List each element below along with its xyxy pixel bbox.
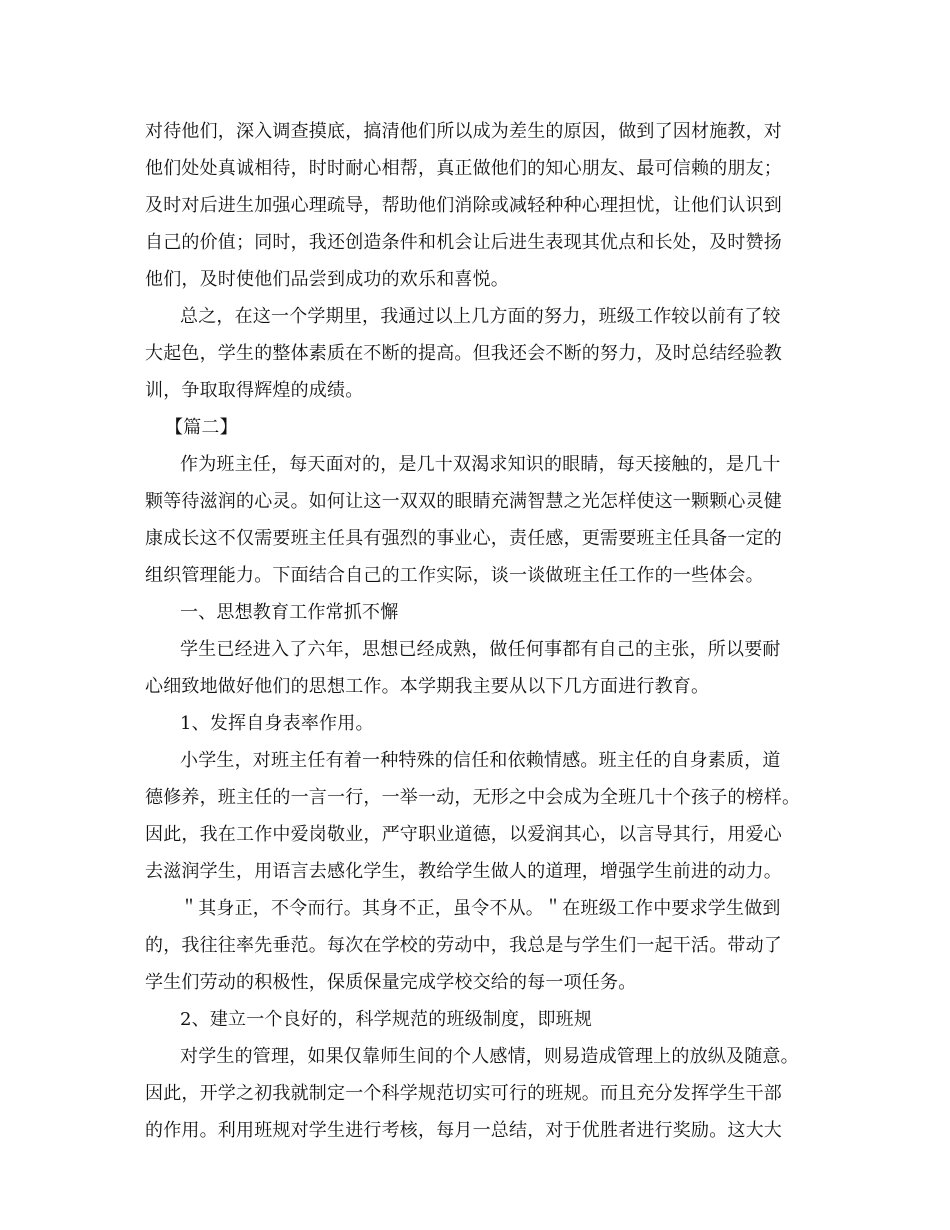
paragraph-line: 自己的价值；同时，我还创造条件和机会让后进生表现其优点和长处，及时赞扬 (145, 232, 782, 253)
paragraph-line: 对学生的管理，如果仅靠师生间的个人感情，则易造成管理上的放纵及随意。 (180, 1046, 799, 1067)
paragraph-line: 去滋润学生，用语言去感化学生，教给学生做人的道理，增强学生前进的动力。 (145, 861, 782, 882)
paragraph-line: 训，争取取得辉煌的成绩。 (145, 380, 364, 401)
paragraph-line: 颗等待滋润的心灵。如何让这一双双的眼睛充满智慧之光怎样使这一颗颗心灵健 (145, 491, 782, 512)
paragraph-line: 的作用。利用班规对学生进行考核，每月一总结，对于优胜者进行奖励。这大大 (145, 1120, 782, 1141)
paragraph-line: 因此，开学之初我就制定一个科学规范切实可行的班规。而且充分发挥学生干部 (145, 1083, 782, 1104)
paragraph-line: ＂其身正，不令而行。其身不正，虽令不从。＂在班级工作中要求学生做到 (180, 898, 781, 919)
paragraph-line: 心细致地做好他们的思想工作。本学期我主要从以下几方面进行教育。 (145, 676, 710, 697)
paragraph-line: 大起色，学生的整体素质在不断的提高。但我还会不断的努力，及时总结经验教 (145, 343, 782, 364)
paragraph-line: 组织管理能力。下面结合自己的工作实际，谈一谈做班主任工作的一些体会。 (145, 565, 764, 586)
paragraph-line: 学生已经进入了六年，思想已经成熟，做任何事都有自己的主张，所以要耐 (180, 639, 781, 660)
paragraph-line: 学生们劳动的积极性，保质保量完成学校交给的每一项任务。 (145, 972, 637, 993)
paragraph-line: 康成长这不仅需要班主任具有强烈的事业心，责任感，更需要班主任具备一定的 (145, 528, 782, 549)
paragraph-line: 他们，及时使他们品尝到成功的欢乐和喜悦。 (145, 269, 509, 290)
section-heading: 【篇二】 (165, 417, 238, 438)
paragraph-line: 作为班主任，每天面对的，是几十双渴求知识的眼睛，每天接触的，是几十 (180, 454, 781, 475)
paragraph-line: 总之，在这一个学期里，我通过以上几方面的努力，班级工作较以前有了较 (180, 306, 781, 327)
numbered-heading: 1、发挥自身表率作用。 (180, 713, 374, 734)
paragraph-line: 他们处处真诚相待，时时耐心相帮，真正做他们的知心朋友、最可信赖的朋友； (145, 158, 782, 179)
paragraph-line: 因此，我在工作中爱岗敬业，严守职业道德，以爱润其心，以言导其行，用爱心 (145, 824, 782, 845)
paragraph-line: 及时对后进生加强心理疏导，帮助他们消除或减轻种种心理担忧，让他们认识到 (145, 195, 782, 216)
paragraph-line: 德修养，班主任的一言一行，一举一动，无形之中会成为全班几十个孩子的榜样。 (145, 787, 801, 808)
paragraph-line: 的，我往往率先垂范。每次在学校的劳动中，我总是与学生们一起干活。带动了 (145, 935, 782, 956)
paragraph-line: 对待他们，深入调查摸底，搞清他们所以成为差生的原因，做到了因材施教，对 (145, 121, 782, 142)
paragraph-line: 小学生，对班主任有着一种特殊的信任和依赖情感。班主任的自身素质，道 (180, 750, 781, 771)
numbered-heading: 2、建立一个良好的，科学规范的班级制度，即班规 (180, 1009, 593, 1030)
subsection-heading: 一、思想教育工作常抓不懈 (180, 602, 399, 623)
